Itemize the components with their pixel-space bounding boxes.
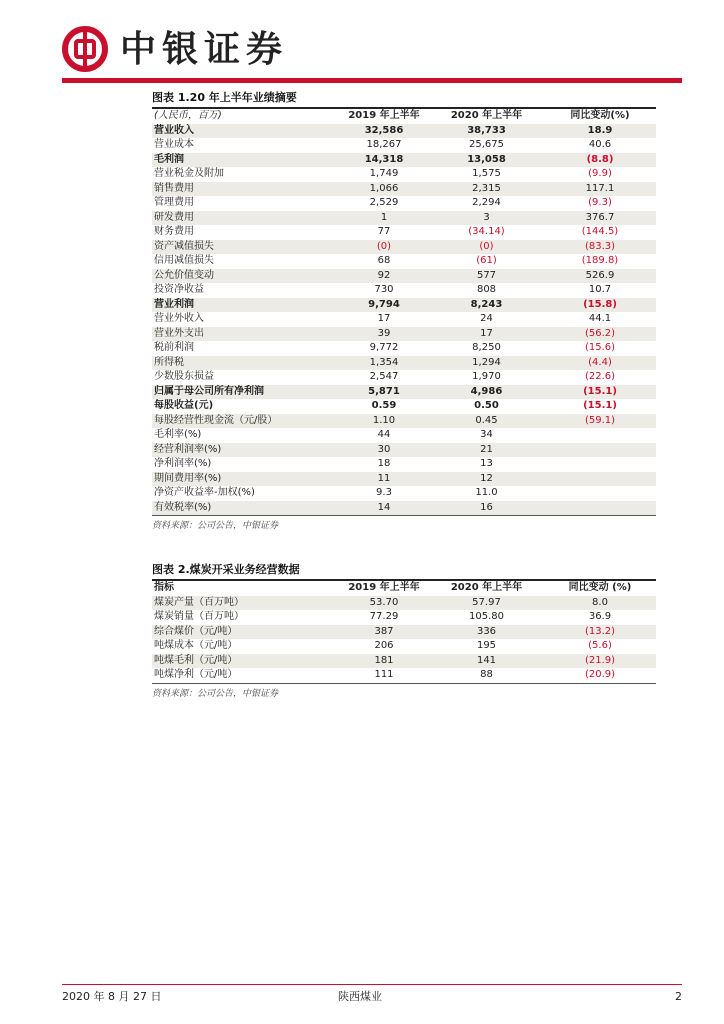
row-label: 投资净收益	[154, 284, 204, 295]
value-2019: 1.10	[339, 414, 429, 429]
value-2020: 24	[480, 313, 493, 324]
table-row	[152, 625, 656, 640]
value-2019: 1,354	[339, 356, 429, 371]
yoy-change: 10.7	[588, 284, 612, 295]
value-2020: 88	[480, 669, 493, 680]
value-2019: 30	[339, 443, 429, 458]
table-bottom-rule	[152, 515, 656, 516]
yoy-change: (5.6)	[588, 640, 612, 651]
table-header-row	[152, 581, 656, 596]
yoy-change: (15.6)	[584, 342, 616, 353]
yoy-change: 18.9	[544, 124, 656, 139]
table-row	[152, 240, 656, 255]
value-2019: 181	[339, 654, 429, 669]
row-label: 税前利润	[154, 342, 194, 353]
value-2019: 53.70	[339, 596, 429, 611]
row-label: 经营利润率(%)	[152, 443, 339, 458]
page-footer	[62, 984, 682, 1005]
table-row	[152, 443, 656, 458]
row-label: 煤炭产量（百万吨）	[152, 596, 339, 611]
yoy-change: 117.1	[544, 182, 656, 197]
yoy-change: 8.0	[544, 596, 656, 611]
yoy-change: (83.3)	[544, 240, 656, 255]
row-label: 有效税率(%)	[152, 501, 339, 516]
value-2019: 77.29	[369, 611, 399, 622]
table-row	[152, 138, 656, 153]
value-2020: 0.45	[429, 414, 544, 429]
row-label: 吨煤净利（元/吨）	[154, 669, 238, 680]
table-row	[152, 414, 656, 429]
yoy-change: (21.9)	[544, 654, 656, 669]
value-2020: 1,970	[472, 371, 501, 382]
table-row	[152, 399, 656, 414]
table-row	[152, 167, 656, 182]
row-label: 每股收益(元)	[154, 400, 214, 411]
column-header: 指标	[154, 582, 174, 593]
row-label: 营业成本	[154, 139, 194, 150]
yoy-change	[544, 501, 656, 516]
row-label: 营业外支出	[152, 327, 339, 342]
table-row	[152, 254, 656, 269]
yoy-change: (56.2)	[544, 327, 656, 342]
value-2019: 1	[339, 211, 429, 226]
column-header: 2019 年上半年	[348, 582, 420, 593]
table-row	[152, 356, 656, 371]
row-label: 期间费用率(%)	[152, 472, 339, 487]
table-row	[152, 196, 656, 211]
row-label: 销售费用	[152, 182, 339, 197]
value-2019: 387	[339, 625, 429, 640]
table-row	[152, 124, 656, 139]
yoy-change: 36.9	[588, 611, 612, 622]
value-2019: 17	[377, 313, 391, 324]
figure-2	[152, 562, 656, 701]
table-header-row	[152, 109, 656, 124]
column-header: (人民币，百万)	[154, 110, 222, 121]
table-row	[152, 182, 656, 197]
value-2019: 44	[377, 429, 391, 440]
value-2020: 2,294	[472, 197, 501, 208]
company-name: 陕西煤业	[338, 990, 382, 1003]
row-label: 研发费用	[152, 211, 339, 226]
column-header: 2019 年上半年	[348, 110, 420, 121]
table-row	[152, 225, 656, 240]
row-label: 营业外收入	[154, 313, 204, 324]
value-2020: 2,315	[429, 182, 544, 197]
yoy-change	[544, 457, 656, 472]
value-2019: 0.59	[371, 400, 397, 411]
value-2019: 111	[374, 669, 394, 680]
value-2020: 808	[476, 284, 497, 295]
value-2019: 9,772	[369, 342, 399, 353]
yoy-change	[544, 428, 656, 443]
table-row	[152, 283, 656, 298]
value-2020: 38,733	[429, 124, 544, 139]
row-label: 综合煤价（元/吨）	[152, 625, 339, 640]
value-2020: (61)	[476, 255, 497, 266]
row-label: 公允价值变动	[152, 269, 339, 284]
table-row	[152, 298, 656, 313]
value-2019: 92	[339, 269, 429, 284]
value-2020: 1,575	[472, 168, 501, 179]
row-label: 吨煤毛利（元/吨）	[152, 654, 339, 669]
row-label: 资产减值损失	[152, 240, 339, 255]
value-2020: 4,986	[429, 385, 544, 400]
value-2020: 11.0	[475, 487, 498, 498]
yoy-change: (15.1)	[583, 400, 617, 411]
value-2020: 21	[429, 443, 544, 458]
table-row	[152, 501, 656, 516]
row-label: 吨煤成本（元/吨）	[154, 640, 238, 651]
value-2020: 25,675	[469, 139, 504, 150]
row-label: 净利润率(%)	[154, 458, 212, 469]
value-2019: 77	[377, 226, 391, 237]
yoy-change: (144.5)	[581, 226, 619, 237]
column-header: 2020 年上半年	[450, 110, 523, 121]
table-row	[152, 457, 656, 472]
table-row	[152, 486, 656, 501]
table-row	[152, 610, 656, 625]
table-row	[152, 370, 656, 385]
yoy-change	[544, 443, 656, 458]
page-number: 2	[675, 990, 682, 1003]
value-2019: 18	[377, 458, 391, 469]
table-row	[152, 472, 656, 487]
row-label: 净资产收益率-加权(%)	[154, 487, 255, 498]
table-row	[152, 341, 656, 356]
value-2019: 730	[374, 284, 394, 295]
yoy-change: (8.8)	[544, 153, 656, 168]
yoy-change: (4.4)	[544, 356, 656, 371]
value-2020: (0)	[429, 240, 544, 255]
value-2019: 2,529	[369, 197, 399, 208]
value-2020: 0.50	[474, 400, 499, 411]
source-note: 资料来源：公司公告，中银证券	[152, 521, 279, 531]
yoy-change	[544, 486, 656, 501]
value-2019: (0)	[339, 240, 429, 255]
brand-name: 中银证券	[120, 28, 289, 70]
yoy-change: (15.1)	[544, 385, 656, 400]
value-2020: 336	[429, 625, 544, 640]
value-2020: 34	[480, 429, 493, 440]
report-date: 2020 年 8 月 27 日	[62, 990, 162, 1003]
table-row	[152, 668, 656, 683]
table-row	[152, 153, 656, 168]
table-row	[152, 269, 656, 284]
value-2019: 2,547	[369, 371, 399, 382]
value-2020: 13,058	[429, 153, 544, 168]
value-2019: 5,871	[339, 385, 429, 400]
boc-logo-icon	[62, 26, 108, 72]
value-2020: 57.97	[429, 596, 544, 611]
table-row	[152, 639, 656, 654]
value-2019: 14,318	[339, 153, 429, 168]
source-note: 资料来源：公司公告，中银证券	[152, 688, 279, 699]
column-header: 2020 年上半年	[450, 582, 523, 593]
figure-1-title: 图表 1.20 年上半年业绩摘要	[152, 91, 297, 104]
row-label: 每股经营性现金流（元/股）	[152, 414, 339, 429]
value-2019: 11	[339, 472, 429, 487]
yoy-change: (59.1)	[544, 414, 656, 429]
table-row	[152, 327, 656, 342]
value-2020: 8,250	[472, 342, 501, 353]
yoy-change: 526.9	[544, 269, 656, 284]
figure-2-title: 图表 2.煤炭开采业务经营数据	[152, 563, 300, 576]
table-row	[152, 428, 656, 443]
value-2020: 17	[429, 327, 544, 342]
value-2020: 12	[429, 472, 544, 487]
yoy-change: 44.1	[588, 313, 612, 324]
value-2020: 3	[429, 211, 544, 226]
row-label: 营业收入	[152, 124, 339, 139]
column-header: 同比变动 (%)	[568, 582, 632, 593]
value-2019: 68	[377, 255, 391, 266]
yoy-change: (9.3)	[588, 197, 612, 208]
row-label: 归属于母公司所有净利润	[152, 385, 339, 400]
row-label: 煤炭销量（百万吨）	[154, 611, 244, 622]
value-2020: 577	[429, 269, 544, 284]
value-2019: 9,794	[339, 298, 429, 313]
page-header	[62, 24, 682, 76]
yoy-change: (13.2)	[544, 625, 656, 640]
coal-operation-table	[152, 581, 656, 683]
row-label: 毛利润	[152, 153, 339, 168]
value-2019: 18,267	[366, 139, 402, 150]
value-2020: 105.80	[469, 611, 504, 622]
table-row	[152, 211, 656, 226]
figure-1	[152, 90, 656, 533]
row-label: 毛利率(%)	[154, 429, 202, 440]
header-rule	[62, 78, 682, 83]
yoy-change: (20.9)	[584, 669, 616, 680]
table-row	[152, 312, 656, 327]
yoy-change: (189.8)	[581, 255, 619, 266]
yoy-change: (22.6)	[584, 371, 616, 382]
financial-summary-table	[152, 109, 656, 515]
value-2019: 1,749	[369, 168, 399, 179]
row-label: 所得税	[152, 356, 339, 371]
value-2020: 141	[429, 654, 544, 669]
table-row	[152, 596, 656, 611]
value-2020: (34.14)	[468, 226, 505, 237]
value-2020: 13	[480, 458, 493, 469]
value-2020: 195	[476, 640, 497, 651]
value-2019: 1,066	[339, 182, 429, 197]
value-2019: 39	[339, 327, 429, 342]
yoy-change: (15.8)	[544, 298, 656, 313]
yoy-change	[544, 472, 656, 487]
yoy-change: 40.6	[588, 139, 612, 150]
value-2019: 32,586	[339, 124, 429, 139]
footer-row	[62, 985, 682, 1005]
table-row	[152, 385, 656, 400]
row-label: 信用减值损失	[154, 255, 214, 266]
value-2019: 206	[374, 640, 394, 651]
row-label: 财务费用	[154, 226, 194, 237]
value-2019: 14	[339, 501, 429, 516]
row-label: 管理费用	[154, 197, 194, 208]
row-label: 营业利润	[152, 298, 339, 313]
yoy-change: 376.7	[544, 211, 656, 226]
table-row	[152, 654, 656, 669]
value-2019: 9.3	[376, 487, 392, 498]
yoy-change: (9.9)	[588, 168, 612, 179]
value-2020: 1,294	[429, 356, 544, 371]
value-2020: 16	[429, 501, 544, 516]
table-bottom-rule	[152, 683, 656, 684]
row-label: 营业税金及附加	[154, 168, 224, 179]
row-label: 少数股东损益	[154, 371, 214, 382]
column-header: 同比变动(%)	[570, 110, 630, 121]
value-2020: 8,243	[429, 298, 544, 313]
